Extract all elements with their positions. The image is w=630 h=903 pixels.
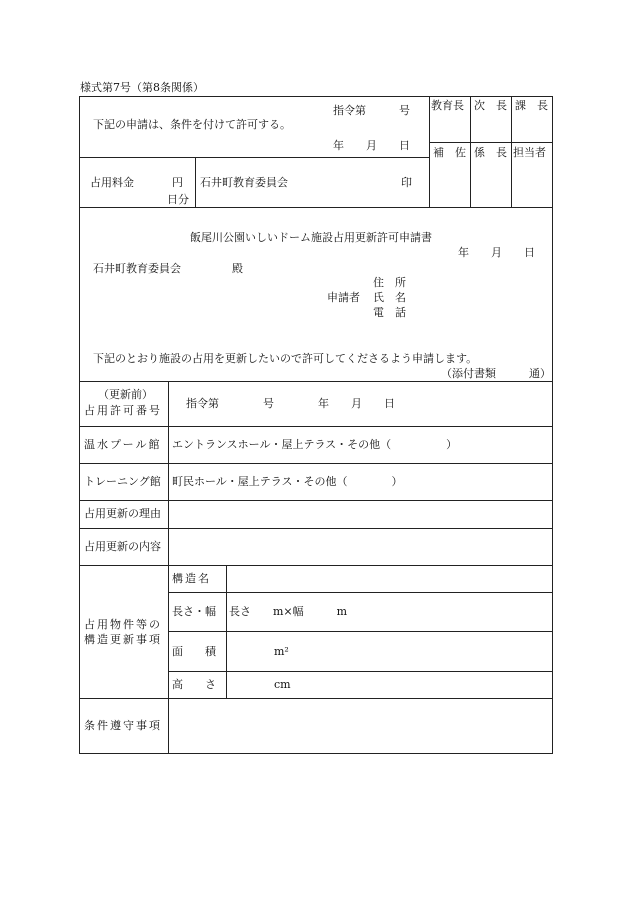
permit-notice: 下記の申請は、条件を付けて許可する。 (93, 118, 291, 131)
size-value: 長さ m×幅 m (229, 605, 348, 618)
structure-name-label: 構造名 (172, 572, 211, 585)
height-value: cm (274, 678, 291, 691)
issuer: 石井町教育委員会 (200, 176, 288, 189)
honorific: 殿 (232, 262, 243, 275)
name-label: 氏 名 (373, 291, 406, 304)
fee-unit: 円 (172, 176, 183, 189)
training-label: トレーニング館 (84, 475, 161, 488)
approval-chief: 課 長 (515, 99, 548, 112)
approval-staff: 担当者 (513, 146, 546, 159)
pool-value: エントランスホール・屋上テラス・その他（ ） (172, 438, 458, 451)
application-date: 年 月 日 (458, 246, 535, 259)
applicant-label: 申請者 (327, 291, 360, 304)
prev-label-bottom: 占用許可番号 (84, 404, 162, 417)
height-label: 高 さ (172, 678, 216, 691)
request-statement: 下記のとおり施設の占用を更新したいので許可してくださるよう申請します。 (93, 352, 478, 365)
designation-number: 指令第 号 (333, 104, 410, 117)
form-table (79, 96, 553, 754)
fee-label: 占用料金 (90, 176, 134, 189)
conditions-label: 条件遵守事項 (84, 719, 162, 732)
application-title: 飯尾川公園いしいドーム施設占用更新許可申請書 (190, 231, 432, 244)
address-label: 住 所 (373, 276, 406, 289)
approval-assistant: 補 佐 (433, 146, 466, 159)
structure-label-top: 占用物件等の (84, 618, 162, 631)
attachment-count: （添付書類 通） (441, 367, 551, 380)
pool-label: 温水プール館 (84, 438, 162, 451)
area-label: 面 積 (172, 645, 216, 658)
approval-section-chief: 係 長 (474, 146, 507, 159)
approval-superintendent: 教育長 (431, 99, 464, 112)
size-label: 長さ・幅 (172, 605, 216, 618)
content-label: 占用更新の内容 (84, 540, 161, 553)
reason-label: 占用更新の理由 (84, 507, 161, 520)
area-value: m² (274, 645, 289, 658)
fee-period: 日分 (167, 193, 189, 206)
form-number: 様式第7号（第8条関係） (80, 81, 204, 94)
addressee: 石井町教育委員会 (93, 262, 181, 275)
training-value: 町民ホール・屋上テラス・その他（ ） (172, 475, 403, 488)
seal: 印 (401, 176, 412, 189)
prev-permit-value: 指令第 号 年 月 日 (186, 397, 395, 410)
phone-label: 電 話 (373, 306, 406, 319)
approval-deputy: 次 長 (474, 99, 507, 112)
structure-label-bottom: 構造更新事項 (84, 633, 162, 646)
permit-date: 年 月 日 (333, 139, 410, 152)
prev-label-top: （更新前） (98, 388, 153, 401)
